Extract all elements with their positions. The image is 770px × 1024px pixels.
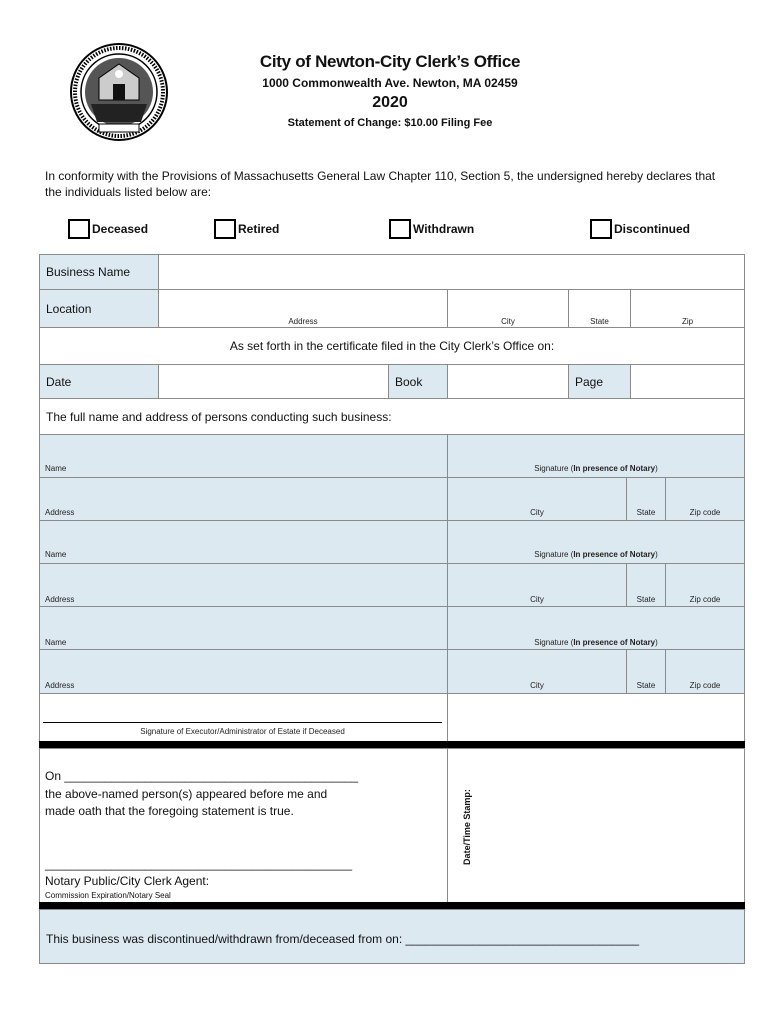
- intro-text: In conformity with the Provisions of Massachusetts General Law Chapter 110, Section 5, the undersigned hereby declares that the individuals listed below are:: [45, 169, 716, 199]
- name-caption: Name: [45, 550, 67, 559]
- location-label: Location: [39, 289, 159, 328]
- notary-signature-line: ______________________________________________: [45, 857, 352, 871]
- name-caption: Name: [45, 638, 67, 647]
- person-address-field[interactable]: [39, 477, 448, 521]
- checkbox-box[interactable]: [389, 219, 411, 239]
- book-label: Book: [388, 364, 448, 399]
- city-caption: City: [501, 317, 515, 326]
- address-caption: Address: [288, 317, 318, 326]
- zip-caption: Zip code: [689, 681, 721, 690]
- zip-caption: Zip: [681, 317, 694, 326]
- checkbox-box[interactable]: [590, 219, 612, 239]
- signature-caption: Signature (In presence of Notary): [534, 638, 658, 647]
- checkbox-box[interactable]: [68, 219, 90, 239]
- date-label: Date: [39, 364, 159, 399]
- person-name-field[interactable]: [39, 606, 448, 650]
- signature-caption: Signature (In presence of Notary): [534, 550, 658, 559]
- page-label: Page: [568, 364, 631, 399]
- person-address-field[interactable]: [39, 649, 448, 694]
- checkbox-discontinued[interactable]: [590, 218, 690, 240]
- person-name-field[interactable]: [39, 434, 448, 478]
- checkbox-retired[interactable]: [214, 218, 279, 240]
- state-caption: State: [636, 595, 656, 604]
- checkbox-deceased[interactable]: [68, 218, 148, 240]
- city-caption: City: [530, 595, 544, 604]
- checkbox-box[interactable]: [214, 219, 236, 239]
- certificate-line: As set forth in the certificate filed in the City Clerk’s Office on:: [39, 327, 745, 365]
- date-field[interactable]: [158, 364, 389, 399]
- persons-heading: The full name and address of persons conducting such business:: [39, 398, 745, 435]
- zip-caption: Zip code: [689, 595, 721, 604]
- notary-agent-label: Notary Public/City Clerk Agent:: [45, 874, 210, 888]
- address-caption: Address: [45, 595, 75, 604]
- page-field[interactable]: [630, 364, 745, 399]
- notary-text-line1: the above-named person(s) appeared before me and: [45, 787, 328, 801]
- zip-caption: Zip code: [689, 508, 721, 517]
- checkbox-label: Withdrawn: [413, 222, 475, 236]
- name-caption: Name: [45, 464, 67, 473]
- state-caption: State: [590, 317, 609, 326]
- checkbox-label: Retired: [238, 222, 280, 236]
- business-name-label: Business Name: [39, 254, 159, 290]
- state-caption: State: [636, 681, 656, 690]
- notary-text-line2: made oath that the foregoing statement is true.: [45, 804, 294, 818]
- executor-blank-cell: [447, 693, 745, 742]
- executor-signature-line: [43, 722, 442, 723]
- date-time-stamp-label: Date/Time Stamp:: [462, 789, 472, 865]
- form-year: 2020: [372, 94, 408, 111]
- state-caption: State: [636, 508, 656, 517]
- checkbox-withdrawn[interactable]: [389, 218, 474, 240]
- discontinued-statement[interactable]: This business was discontinued/withdrawn from/deceased from on: ___________________________________: [39, 909, 745, 964]
- checkbox-label: Discontinued: [614, 222, 691, 236]
- date-time-stamp-area[interactable]: [447, 748, 745, 903]
- executor-caption: Signature of Executor/Administrator of Estate if Deceased: [140, 727, 345, 736]
- checkbox-label: Deceased: [92, 222, 149, 236]
- person-address-field[interactable]: [39, 563, 448, 607]
- address-caption: Address: [45, 508, 75, 517]
- city-caption: City: [530, 681, 544, 690]
- signature-caption: Signature (In presence of Notary): [534, 464, 658, 473]
- person-name-field[interactable]: [39, 520, 448, 564]
- notary-on-line: On ____________________________________________: [45, 769, 358, 783]
- page-title: City of Newton-City Clerk’s Office: [259, 52, 521, 71]
- city-caption: City: [530, 508, 544, 517]
- commission-caption: Commission Expiration/Notary Seal: [45, 891, 171, 900]
- office-address: 1000 Commonwealth Ave. Newton, MA 02459: [262, 76, 518, 90]
- book-field[interactable]: [447, 364, 569, 399]
- business-name-field[interactable]: [158, 254, 745, 290]
- address-caption: Address: [45, 681, 75, 690]
- form-subtitle: Statement of Change: $10.00 Filing Fee: [287, 117, 493, 129]
